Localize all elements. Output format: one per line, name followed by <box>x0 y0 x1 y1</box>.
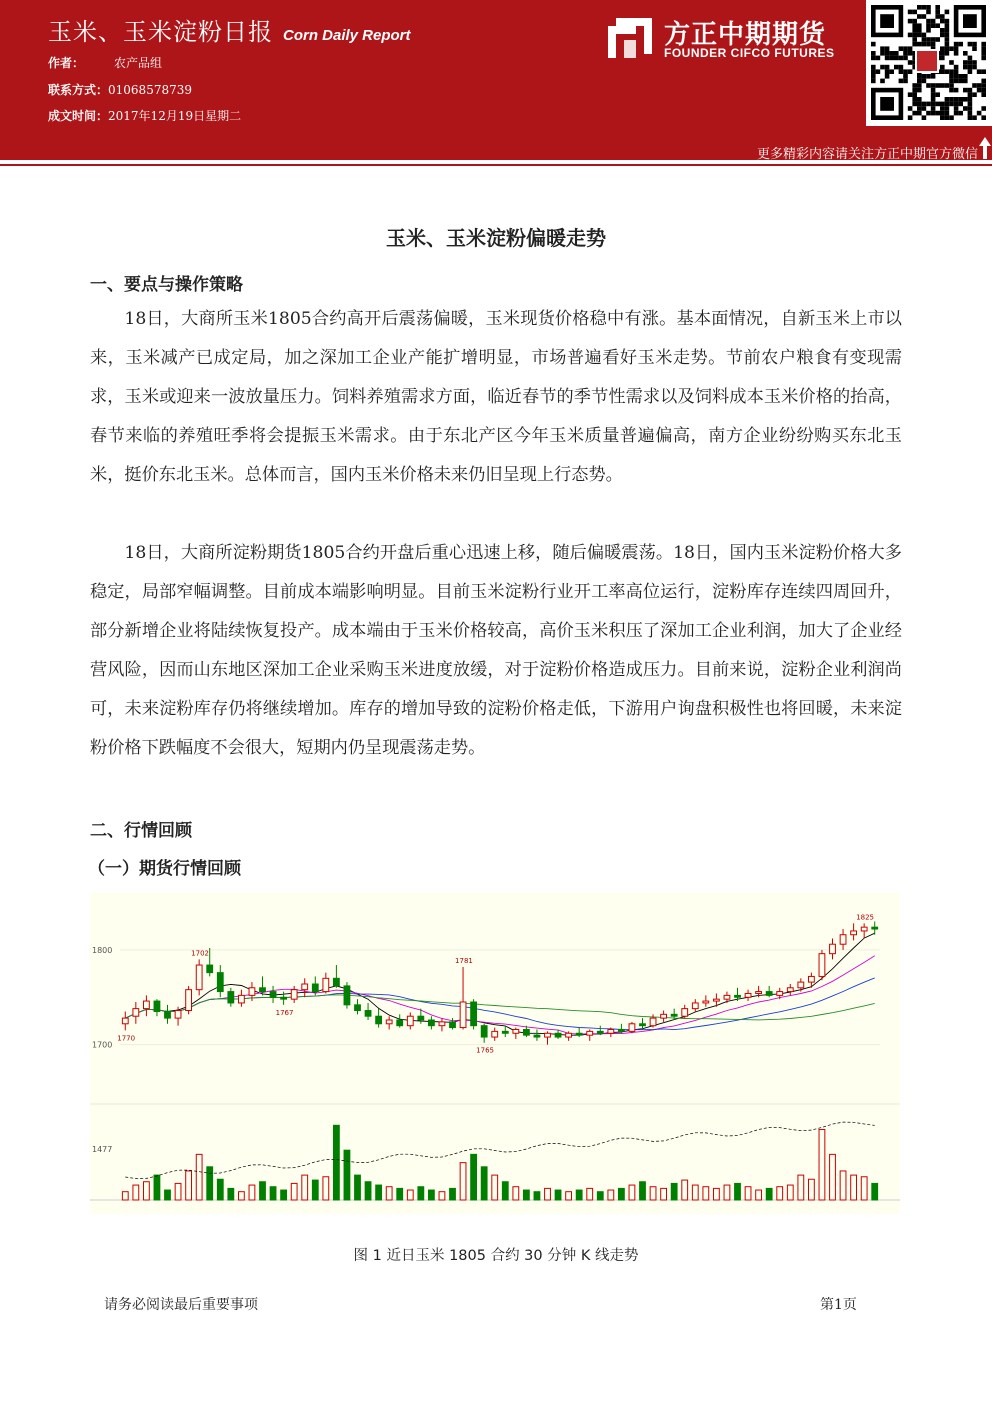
volume-bar <box>418 1187 424 1200</box>
ma40-line <box>125 995 874 1020</box>
volume-bar <box>840 1171 846 1200</box>
volume-bar <box>407 1190 413 1200</box>
candle-body <box>671 1014 677 1016</box>
volume-bar <box>713 1188 719 1200</box>
volume-bar <box>502 1182 508 1200</box>
volume-bar <box>735 1183 741 1200</box>
volume-bar <box>555 1190 561 1200</box>
subsection-heading-futures: （一）期货行情回顾 <box>88 859 241 879</box>
price-annotation: 1825 <box>856 913 874 922</box>
volume-bar <box>534 1192 540 1200</box>
wechat-follow-note: 更多精彩内容请关注方正中期官方微信 <box>756 147 978 162</box>
open-interest-line <box>125 1122 874 1179</box>
candle-body <box>365 1011 371 1017</box>
candle-body <box>872 927 878 929</box>
volume-bar <box>513 1187 519 1200</box>
candle-body <box>196 965 202 990</box>
candle-body <box>481 1026 487 1037</box>
candle-body <box>618 1029 624 1031</box>
kline-chart <box>90 892 900 1214</box>
date-value: 2017年12月19日星期二 <box>108 109 242 123</box>
volume-bar <box>270 1187 276 1200</box>
candle-body <box>376 1016 382 1024</box>
volume-bar <box>186 1171 192 1200</box>
kline-chart-svg <box>90 892 900 1214</box>
volume-bar <box>376 1185 382 1200</box>
candle-body <box>502 1031 508 1033</box>
candle-body <box>523 1029 529 1035</box>
volume-bar <box>682 1180 688 1200</box>
volume-bar <box>397 1188 403 1200</box>
price-annotation: 1702 <box>191 949 209 958</box>
candle-body <box>851 931 857 935</box>
candle-body <box>650 1018 656 1026</box>
volume-bar <box>692 1185 698 1200</box>
candle-body <box>460 1002 466 1028</box>
volume-bar <box>597 1192 603 1200</box>
candle-body <box>682 1009 688 1017</box>
volume-bar <box>492 1175 498 1200</box>
date-line <box>48 107 241 124</box>
volume-bar <box>217 1179 223 1200</box>
volume-bar <box>122 1192 128 1200</box>
candle-body <box>629 1024 635 1032</box>
candle-body <box>798 982 804 988</box>
candle-body <box>344 986 350 1005</box>
candle-body <box>787 988 793 992</box>
volume-bar <box>365 1182 371 1200</box>
volume-bar <box>281 1190 287 1200</box>
contact-line <box>48 81 192 98</box>
author-label: 作者： <box>48 56 85 70</box>
volume-bar <box>787 1185 793 1200</box>
candle-body <box>323 978 329 991</box>
candle-body <box>808 976 814 982</box>
candle-body <box>386 1020 392 1024</box>
candle-body <box>355 1005 361 1011</box>
price-annotation: 1770 <box>117 1034 136 1043</box>
candle-body <box>513 1029 519 1033</box>
date-label: 成文时间： <box>48 109 109 123</box>
candle-body <box>640 1024 646 1026</box>
footer-notice: 请务必阅读最后重要事项 <box>104 1297 258 1313</box>
volume-bar <box>249 1185 255 1200</box>
candle-body <box>228 992 234 1003</box>
candle-body <box>133 1009 139 1017</box>
volume-bar <box>143 1182 149 1200</box>
report-title-en: Corn Daily Report <box>283 27 411 44</box>
volume-bar <box>207 1167 213 1200</box>
volume-bar <box>439 1192 445 1200</box>
volume-bar <box>798 1175 804 1200</box>
candle-body <box>260 988 266 992</box>
candle-body <box>692 1003 698 1009</box>
section-heading-review: 二、行情回顾 <box>90 821 192 841</box>
price-annotation: 1781 <box>455 956 473 965</box>
candle-body <box>249 988 255 996</box>
volume-bar <box>545 1188 551 1200</box>
volume-bar <box>629 1185 635 1200</box>
candle-body <box>555 1033 561 1037</box>
candle-body <box>122 1018 128 1024</box>
candle-body <box>492 1031 498 1037</box>
candle-body <box>861 927 867 931</box>
volume-bar <box>196 1154 202 1200</box>
report-title-cn: 玉米、玉米淀粉日报 <box>48 18 273 46</box>
volume-bar <box>724 1185 730 1200</box>
candle-body <box>724 995 730 999</box>
volume-bar <box>745 1187 751 1200</box>
volume-bar <box>576 1190 582 1200</box>
report-header <box>0 0 992 160</box>
logo-mark-icon <box>606 14 654 62</box>
price-annotation: 1767 <box>275 1008 294 1017</box>
price-annotation: 1765 <box>476 1046 494 1055</box>
volume-bar <box>650 1187 656 1200</box>
candle-body <box>238 995 244 1003</box>
candle-body <box>840 935 846 944</box>
paragraph-corn: 18日，大商所玉米1805合约高开后震荡偏暖，玉米现货价格稳中有涨。基本面情况，自新玉米上市以来，玉米减产已成定局，加之深加工企业产能扩增明显，市场普遍看好玉米走势。节前农户粮食有变现需求，玉米或迎来一波放量压力。饲料养殖需求方面，临近春节的季节性需求以及饲料成本玉米价格的抬高，春节来临的养殖旺季将会提振玉米需求。由于东北产区今年玉米质量普遍偏高，南方企业纷纷购买东北玉米，挺价东北玉米。总体而言，国内玉米价格未来仍旧呈现上行态势。 <box>90 309 902 486</box>
section-heading-strategy: 一、要点与操作策略 <box>90 275 243 295</box>
candle-body <box>735 995 741 997</box>
candle-body <box>471 1002 477 1026</box>
candle-body <box>545 1033 551 1037</box>
price-tick-label: 1700 <box>92 1040 113 1050</box>
candle-body <box>713 999 719 1001</box>
footer-page-number: 第1页 <box>820 1297 857 1313</box>
candle-body <box>756 992 762 994</box>
candle-body <box>661 1014 667 1018</box>
document-title: 玉米、玉米淀粉偏暖走势 <box>386 226 606 250</box>
candle-body <box>597 1031 603 1033</box>
volume-bar <box>608 1190 614 1200</box>
candle-body <box>143 1001 149 1009</box>
candle-body <box>439 1022 445 1026</box>
volume-bar <box>312 1180 318 1200</box>
volume-bar <box>355 1175 361 1200</box>
report-title-row <box>48 12 411 47</box>
volume-bar <box>566 1192 572 1200</box>
candle-body <box>312 984 318 992</box>
company-logo <box>606 12 862 62</box>
candle-body <box>281 997 287 999</box>
candle-body <box>175 1011 181 1019</box>
volume-bar <box>756 1190 762 1200</box>
candle-body <box>207 965 213 973</box>
volume-bar <box>228 1188 234 1200</box>
volume-bar <box>333 1125 339 1200</box>
volume-bar <box>618 1188 624 1200</box>
candle-body <box>397 1020 403 1026</box>
volume-bar <box>481 1167 487 1200</box>
candle-body <box>428 1020 434 1026</box>
volume-bar <box>819 1129 825 1200</box>
volume-bar <box>808 1179 814 1200</box>
wechat-qr-code <box>866 0 992 126</box>
logo-text-en: FOUNDER CIFCO FUTURES <box>664 46 835 60</box>
contact-value: 01068578739 <box>108 83 192 97</box>
volume-bar <box>323 1177 329 1200</box>
volume-bar <box>523 1190 529 1200</box>
volume-bar <box>291 1183 297 1200</box>
candle-body <box>587 1031 593 1035</box>
candle-body <box>302 984 308 990</box>
candle-body <box>703 1001 709 1003</box>
candle-body <box>608 1029 614 1033</box>
volume-bar <box>851 1175 857 1200</box>
volume-bar <box>154 1175 160 1200</box>
candle-body <box>830 944 836 953</box>
volume-bar <box>450 1188 456 1200</box>
volume-tick-label: 1477 <box>92 1145 113 1154</box>
ma20-line <box>125 978 874 1030</box>
candle-body <box>745 993 751 997</box>
volume-bar <box>133 1185 139 1200</box>
candle-body <box>333 978 339 986</box>
candle-body <box>819 954 825 977</box>
figure-caption: 图 1 近日玉米 1805 合约 30 分钟 K 线走势 <box>353 1248 639 1264</box>
volume-bar <box>471 1154 477 1200</box>
volume-bar <box>640 1182 646 1200</box>
candle-body <box>576 1033 582 1035</box>
volume-bar <box>175 1183 181 1200</box>
contact-label: 联系方式： <box>48 83 109 97</box>
volume-bar <box>861 1177 867 1200</box>
header-divider <box>0 164 992 166</box>
candle-body <box>418 1016 424 1020</box>
volume-bar <box>671 1183 677 1200</box>
qr-center-logo-icon <box>916 50 938 72</box>
paragraph-starch: 18日，大商所淀粉期货1805合约开盘后重心迅速上移，随后偏暖震荡。18日，国内玉米淀粉价格大多稳定，局部窄幅调整。目前成本端影响明显。目前玉米淀粉行业开工率高位运行，淀粉库存连续四周回升，部分新增企业将陆续恢复投产。成本端由于玉米价格较高，高价玉米积压了深加工企业利润，加大了企业经营风险，因而山东地区深加工企业采购玉米进度放缓，对于淀粉价格造成压力。目前来说，淀粉企业利润尚可，未来淀粉库存仍将继续增加。库存的增加导致的淀粉价格走低，下游用户询盘积极性也将回暖，未来淀粉价格下跌幅度不会很大，短期内仍呈现震荡走势。 <box>90 543 902 759</box>
price-tick-label: 1800 <box>92 945 113 955</box>
candle-body <box>407 1016 413 1025</box>
volume-bar <box>386 1187 392 1200</box>
volume-bar <box>830 1154 836 1200</box>
volume-bar <box>777 1187 783 1200</box>
candle-body <box>291 990 297 999</box>
candle-body <box>566 1033 572 1037</box>
volume-bar <box>302 1175 308 1200</box>
volume-bar <box>344 1150 350 1200</box>
volume-bar <box>428 1190 434 1200</box>
candle-body <box>270 992 276 998</box>
volume-bar <box>703 1187 709 1200</box>
candle-body <box>154 1001 160 1011</box>
candle-body <box>534 1035 540 1037</box>
author-line <box>48 54 162 71</box>
volume-bar <box>238 1192 244 1200</box>
candle-body <box>766 992 772 996</box>
logo-text-cn: 方正中期期货 <box>664 20 827 50</box>
volume-bar <box>661 1188 667 1200</box>
volume-bar <box>165 1190 171 1200</box>
candle-body <box>777 992 783 996</box>
volume-bar <box>872 1183 878 1200</box>
volume-bar <box>766 1188 772 1200</box>
author-value: 农产品组 <box>114 56 163 70</box>
candle-body <box>186 990 192 1011</box>
volume-bar <box>460 1163 466 1200</box>
up-arrow-icon <box>978 136 992 160</box>
candle-body <box>165 1011 171 1018</box>
volume-bar <box>260 1182 266 1200</box>
candle-body <box>217 973 223 992</box>
volume-bar <box>587 1188 593 1200</box>
candle-body <box>450 1022 456 1028</box>
